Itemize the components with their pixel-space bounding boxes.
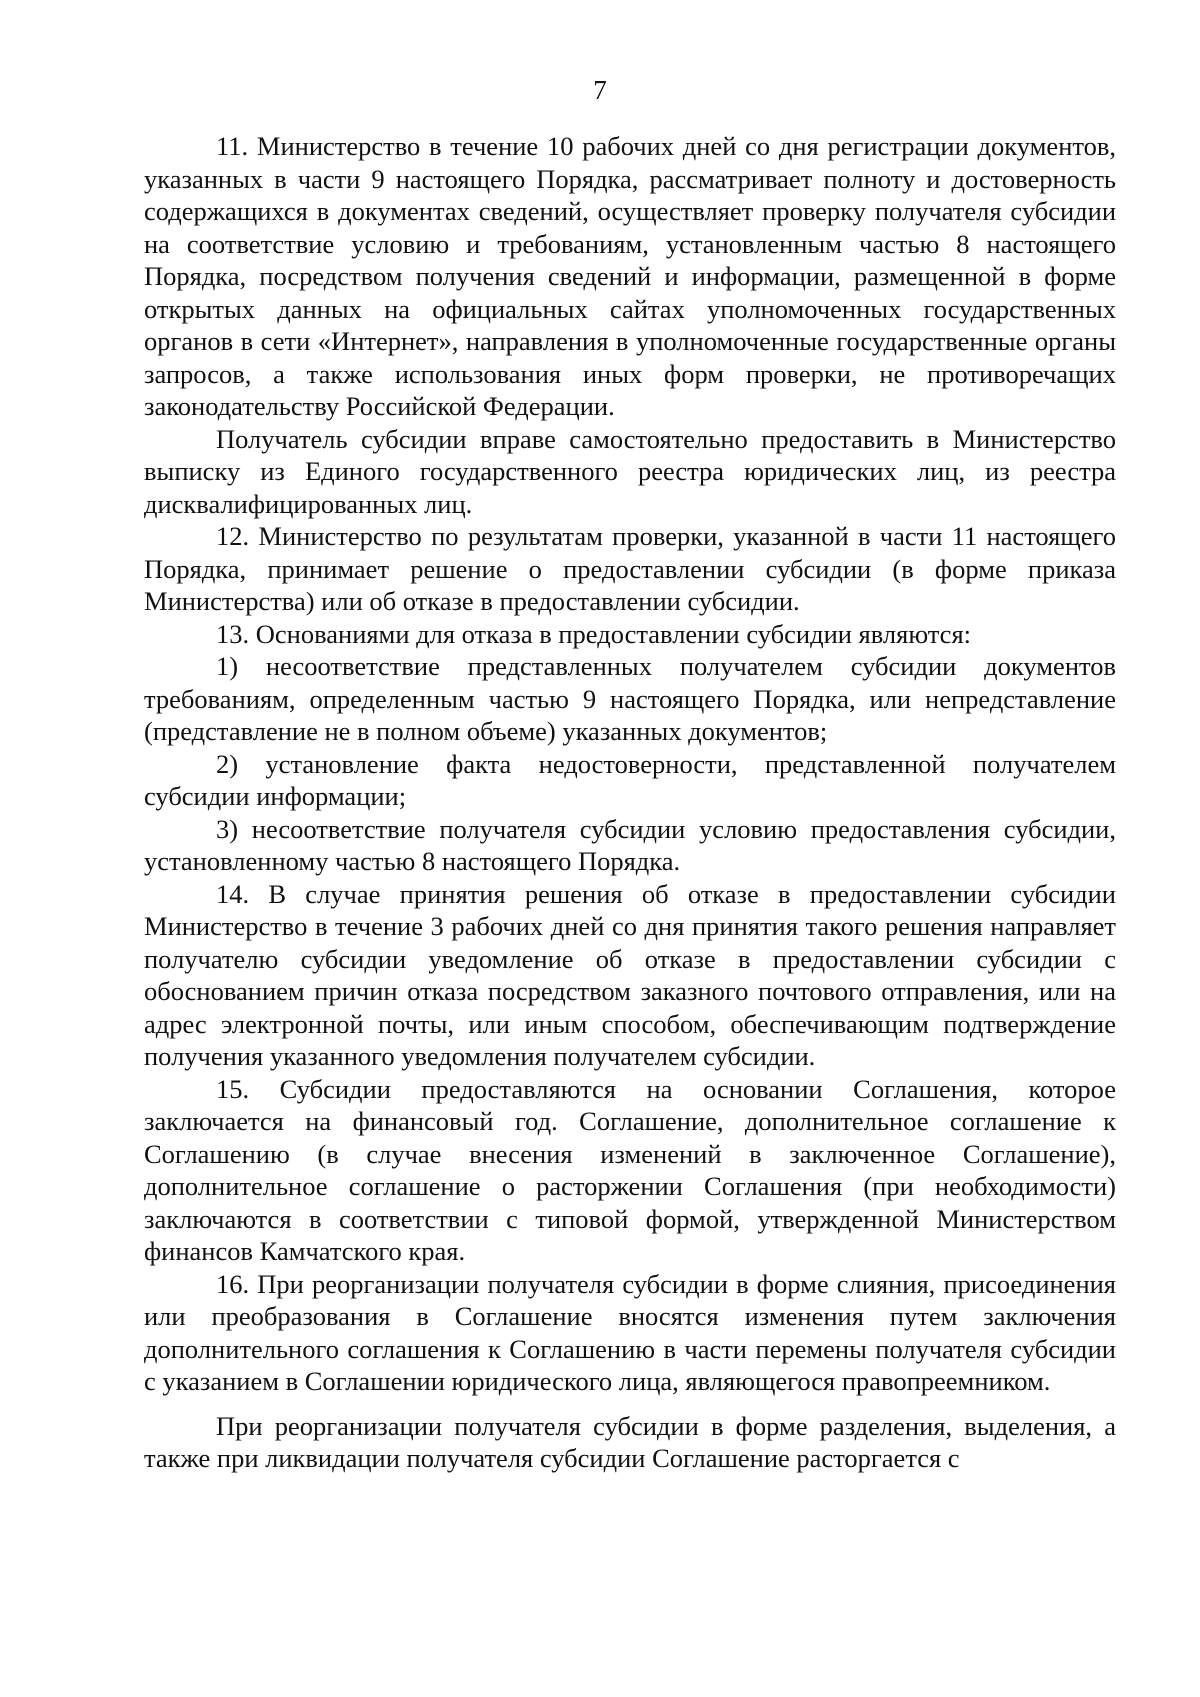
paragraph-item-11: 11. Министерство в течение 10 рабочих дней со дня регистрации документов, указанных в части 9 настоящего Порядка, рассматривает полноту и достоверность содержащихся в документах сведений, осуществляет проверку получателя субсидии на соответствие условию и требованиям, установленным частью 8 настоящего Порядка, посредством получения сведений и информации, размещенной в форме открытых данных на официальных сайтах уполномоченных государственных органов в сети «Интернет», направления в уполномоченные государственные органы запросов, а также использования иных форм проверки, не противоречащих законодательству Российской Федерации. [144,131,1116,421]
paragraph-item-13-sub-2: 2) установление факта недостоверности, представленной получателем субсидии информации; [144,748,1116,811]
paragraph-recipient-right: Получатель субсидии вправе самостоятельно предоставить в Министерство выписку из Единого государственного реестра юридических лиц, из реестра дисквалифицированных лиц. [144,423,1116,519]
document-body [144,130,1116,1475]
paragraph-item-16: 16. При реорганизации получателя субсидии в форме слияния, присоединения или преобразования в Соглашение вносятся изменения путем заключения дополнительного соглашения к Соглашению в части перемены получателя субсидии с указанием в Соглашении юридического лица, являющегося правопреемником. [144,1268,1116,1396]
paragraph-item-15: 15. Субсидии предоставляются на основании Соглашения, которое заключается на финансовый год. Соглашение, дополнительное соглашение к Соглашению (в случае внесения изменений в заключенное Соглашение), дополнительное соглашение о расторжении Соглашения (при необходимости) заключаются в соответствии с типовой формой, утвержденной Министерством финансов Камчатского края. [144,1073,1116,1266]
paragraph-item-12: 12. Министерство по результатам проверки, указанной в части 11 настоящего Порядка, принимает решение о предоставлении субсидии (в форме приказа Министерства) или об отказе в предоставлении субсидии. [144,521,1116,616]
paragraph-item-14: 14. В случае принятия решения об отказе в предоставлении субсидии Министерство в течение 3 рабочих дней со дня принятия такого решения направляет получателю субсидии уведомление об отказе в предоставлении субсидии с обоснованием причин отказа посредством заказного почтового отправления, или на адрес электронной почты, или иным способом, обеспечивающим подтверждение получения указанного уведомления получателем субсидии. [144,878,1116,1071]
paragraph-item-13-sub-1: 1) несоответствие представленных получателем субсидии документов требованиям, определенным частью 9 настоящего Порядка, или непредставление (представление не в полном объеме) указанных документов; [144,651,1116,746]
paragraph-item-13-sub-3: 3) несоответствие получателя субсидии условию предоставления субсидии, установленному частью 8 настоящего Порядка. [144,813,1116,876]
paragraph-reorganization: При реорганизации получателя субсидии в форме разделения, выделения, а также при ликвидации получателя субсидии Соглашение расторгается с [144,1410,1116,1473]
paragraph-item-13: 13. Основаниями для отказа в предоставлении субсидии являются: [216,618,971,649]
page-number: 7 [593,75,607,105]
